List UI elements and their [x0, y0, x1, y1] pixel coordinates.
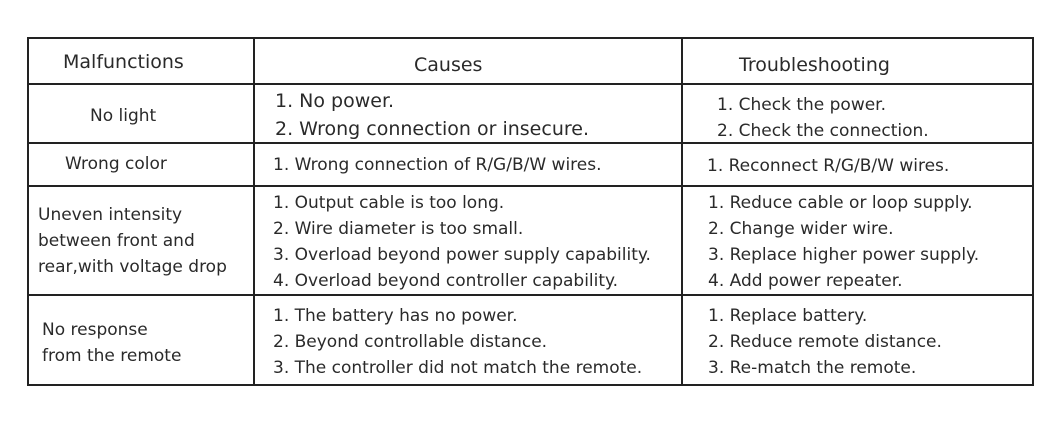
fix-item: 1. Reduce cable or loop supply.	[708, 193, 973, 213]
malfunction-text: No light	[90, 106, 157, 126]
column-divider	[253, 39, 255, 384]
cause-item: 4. Overload beyond controller capability.	[273, 271, 619, 291]
fix-item: 3. Re-match the remote.	[708, 358, 917, 378]
fix-item: 2. Change wider wire.	[708, 219, 894, 239]
cause-item: 1. No power.	[275, 90, 395, 112]
cause-item: 1. The battery has no power.	[273, 306, 518, 326]
malfunction-text: Uneven intensity	[38, 205, 183, 225]
cause-item: 1. Wrong connection of R/G/B/W wires.	[273, 155, 602, 175]
row-3-causes	[273, 190, 651, 294]
malfunction-text: rear,with voltage drop	[38, 257, 227, 277]
header-divider	[29, 83, 1032, 85]
row-4-malfunction	[42, 317, 181, 369]
row-3-malfunction	[38, 202, 227, 280]
troubleshooting-table	[27, 37, 1034, 386]
fix-item: 2. Check the connection.	[717, 121, 929, 141]
row-4-causes	[273, 303, 642, 381]
row-1-fixes	[717, 92, 929, 144]
fix-item: 1. Check the power.	[717, 95, 887, 115]
header-troubleshooting: Troubleshooting	[739, 54, 890, 76]
fix-item: 1. Replace battery.	[708, 306, 868, 326]
row-2-malfunction	[65, 151, 167, 177]
cause-item: 3. Overload beyond power supply capability.	[273, 245, 651, 265]
cause-item: 3. The controller did not match the remote.	[273, 358, 643, 378]
cause-item: 2. Beyond controllable distance.	[273, 332, 548, 352]
fix-item: 4. Add power repeater.	[708, 271, 903, 291]
row-2-causes	[273, 152, 602, 178]
malfunction-text: Wrong color	[65, 154, 167, 174]
fix-item: 2. Reduce remote distance.	[708, 332, 942, 352]
row-4-fixes	[708, 303, 942, 381]
fix-item: 3. Replace higher power supply.	[708, 245, 980, 265]
cause-item: 2. Wire diameter is too small.	[273, 219, 524, 239]
header-causes: Causes	[414, 54, 483, 76]
cause-item: 2. Wrong connection or insecure.	[275, 118, 589, 140]
row-divider	[29, 294, 1032, 296]
row-1-malfunction	[90, 103, 156, 129]
cause-item: 1. Output cable is too long.	[273, 193, 505, 213]
column-divider	[681, 39, 683, 384]
row-1-causes	[275, 87, 589, 143]
malfunction-text: from the remote	[42, 346, 182, 366]
row-2-fixes	[707, 153, 949, 179]
row-divider	[29, 185, 1032, 187]
row-3-fixes	[708, 190, 979, 294]
malfunction-text: No response	[42, 320, 148, 340]
fix-item: 1. Reconnect R/G/B/W wires.	[707, 156, 950, 176]
header-malfunctions: Malfunctions	[63, 51, 184, 73]
malfunction-text: between front and	[38, 231, 195, 251]
